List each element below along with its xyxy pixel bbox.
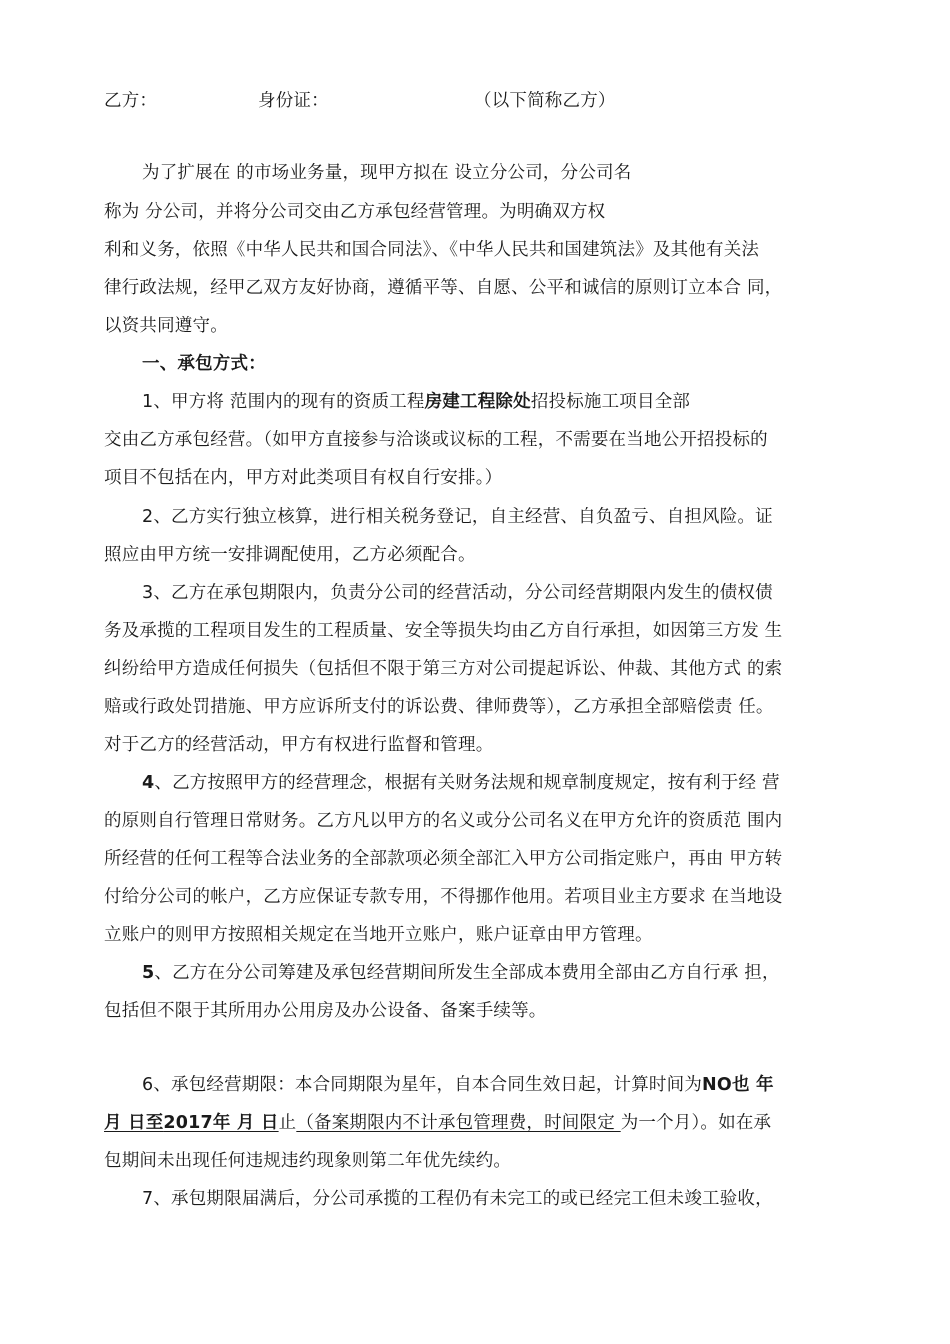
item-6-text: 为一个月）。如在承 — [620, 1113, 772, 1133]
item-2-line: 2、乙方实行独立核算，进行相关税务登记，自主经营、自负盈亏、自担风险。证 — [142, 507, 773, 527]
item-4-number: 4 — [142, 773, 155, 793]
item-2-line: 照应由甲方统一安排调配使用，乙方必须配合。 — [104, 545, 476, 565]
intro-line: 律行政法规，经甲乙双方友好协商，遵循平等、自愿、公平和诚信的原则订立本合 同， — [104, 278, 783, 298]
intro-line: 利和义务，依照《中华人民共和国合同法》、《中华人民共和国建筑法》及其他有关法 — [104, 240, 760, 260]
item-6-line — [142, 1074, 774, 1096]
item-3-line: 务及承揽的工程项目发生的工程质量、安全等损失均由乙方自行承担，如因第三方发 生 — [104, 621, 783, 641]
item-6-line — [104, 1112, 771, 1134]
item-6-line: 包期间未出现任何违规违约现象则第二年优先续约。 — [104, 1151, 512, 1171]
item-5-line — [142, 962, 780, 984]
item-6-text: 6、承包经营期限：本合同期限为星年，自本合同生效日起，计算时间为 — [142, 1075, 703, 1095]
item-6-bold-text: NO也 年 — [702, 1075, 774, 1095]
item-1-text: 1、甲方将 范围内的现有的资质工程 — [142, 392, 425, 412]
item-3-line: 赔或行政处罚措施、甲方应诉所支付的诉讼费、律师费等），乙方承担全部赔偿责 任。 — [104, 697, 774, 717]
party-b-label: 乙方： — [104, 91, 158, 111]
item-1-line: 交由乙方承包经营。（如甲方直接参与洽谈或议标的工程，不需要在当地公开招投标的 — [104, 430, 768, 450]
item-6-date-end: 2017年 月 日 — [163, 1113, 279, 1133]
item-4-line: 付给分公司的帐户，乙方应保证专款专用，不得挪作他用。若项目业主方要求 在当地设 — [104, 887, 783, 907]
intro-line: 为了扩展在 的市场业务量，现甲方拟在 设立分公司，分公司名 — [142, 163, 632, 183]
item-4-line: 所经营的任何工程等合法业务的全部款项必须全部汇入甲方公司指定账户，再由 甲方转 — [104, 849, 783, 869]
item-4-line: 立账户的则甲方按照相关规定在当地开立账户，账户证章由甲方管理。 — [104, 925, 653, 945]
item-5-number: 5 — [142, 963, 155, 983]
item-4-text: 、乙方按照甲方的经营理念，根据有关财务法规和规章制度规定，按有利于经 营 — [154, 773, 780, 793]
item-5-text: 、乙方在分公司筹建及承包经营期间所发生全部成本费用全部由乙方自行承 担， — [154, 963, 780, 983]
id-label: 身份证： — [258, 91, 329, 111]
item-6-date-start: 月 日至 — [104, 1113, 164, 1133]
section-heading: 一、承包方式： — [142, 354, 266, 374]
item-5-line: 包括但不限于其所用办公用房及办公设备、备案手续等。 — [104, 1001, 547, 1021]
item-7-line: 7、承包期限届满后，分公司承揽的工程仍有未完工的或已经完工但未竣工验收， — [142, 1189, 773, 1209]
abbrev-note: （以下简称乙方） — [474, 91, 616, 111]
item-3-line: 3、乙方在承包期限内，负责分公司的经营活动，分公司经营期限内发生的债权债 — [142, 583, 773, 603]
item-6-underlined-note: （备案期限内不计承包管理费，时间限定 — [296, 1113, 621, 1133]
item-1-text: 招投标施工项目全部 — [530, 392, 691, 412]
intro-line: 以资共同遵守。 — [104, 316, 228, 336]
item-6-text: 止 — [278, 1113, 297, 1133]
item-1-bold-text: 房建工程除处 — [424, 392, 531, 412]
item-3-line: 对于乙方的经营活动，甲方有权进行监督和管理。 — [104, 735, 494, 755]
intro-line: 称为 分公司，并将分公司交由乙方承包经营管理。为明确双方权 — [104, 202, 606, 222]
item-4-line: 的原则自行管理日常财务。乙方凡以甲方的名义或分公司名义在甲方允许的资质范 围内 — [104, 811, 783, 831]
item-1-line: 项目不包括在内，甲方对此类项目有权自行安排。） — [104, 468, 503, 488]
item-3-line: 纠纷给甲方造成任何损失（包括但不限于第三方对公司提起诉讼、仲裁、其他方式 的索 — [104, 659, 783, 679]
item-1-line — [142, 391, 690, 413]
item-4-line — [142, 772, 780, 794]
